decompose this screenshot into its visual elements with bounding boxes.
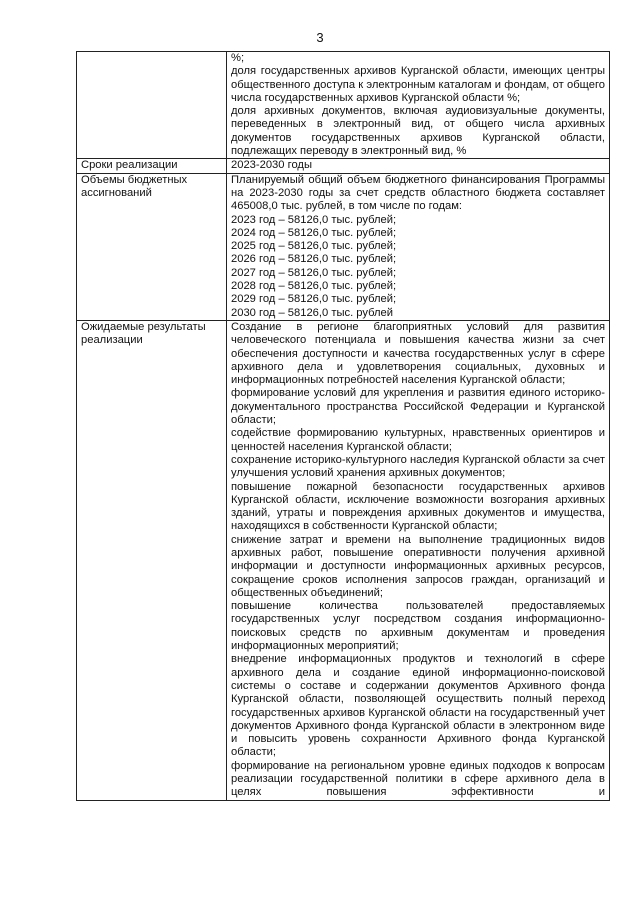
value-paragraph: повышение пожарной безопасности государственных архивов Курганской области, исключение возможности возгорания архивных зданий, утраты и повреждения архивных документов и имущества, находящихся в собственности Курганской области; <box>231 480 605 533</box>
row-value <box>227 159 610 173</box>
value-paragraph: сохранение историко-культурного наследия Курганской области за счет улучшения условий хранения архивных документов; <box>231 453 605 480</box>
value-paragraph: содействие формированию культурных, нравственных ориентиров и ценностей населения Курганской области; <box>231 427 605 453</box>
value-paragraph: 2030 год – 58126,0 тыс. рублей <box>231 306 394 319</box>
value-paragraph: Планируемый общий объем бюджетного финансирования Программы на 2023-2030 годы за счет средств областного бюджета составляет 465008,0 тыс. рублей, в том числе по годам: <box>231 173 605 213</box>
table-row-indicators <box>77 52 610 159</box>
value-paragraph: 2023 год – 58126,0 тыс. рублей; <box>231 213 397 226</box>
value-paragraph: 2026 год – 58126,0 тыс. рублей; <box>231 253 397 266</box>
page-number: 3 <box>316 30 324 45</box>
value-paragraph: внедрение информационных продуктов и технологий в сфере архивного дела и создание единой информационно-поисковой системы о составе и содержании документов Архивного фонда Курганской области, позволяющей осуществить полный переход государственных архивов Курганской области на государственный учет документов Архивного фонда Курганской области в электронном виде и повысить уровень сохранности Архивного фонда Курганской области; <box>231 653 605 759</box>
value-paragraph: доля государственных архивов Курганской области, имеющих центры общественного доступа к электронным каталогам и фондам, от общего числа государственных архивов Курганской области %; <box>231 65 605 104</box>
row-label <box>77 52 227 159</box>
row-label: Ожидаемые результаты реализации <box>77 320 227 800</box>
value-paragraph: снижение затрат и времени на выполнение традиционных видов архивных работ, повышение оперативности получения архивной информации и доступности информационных архивных ресурсов, сокращение сроков исполнения запросов граждан, организаций и общественных объединений; <box>231 533 605 599</box>
row-label: Сроки реализации <box>77 159 227 173</box>
value-paragraph: 2024 год – 58126,0 тыс. рублей; <box>231 226 397 239</box>
row-value <box>227 173 610 320</box>
row-value <box>227 52 610 159</box>
table-row-implementation-period <box>77 159 610 173</box>
value-paragraph: повышение количества пользователей предоставляемых государственных услуг посредством создания информационно-поисковых средств по архивным документам и проведения информационных мероприятий; <box>231 600 605 653</box>
row-value <box>227 320 610 800</box>
table-row-expected-results <box>77 320 610 800</box>
value-paragraph: 2029 год – 58126,0 тыс. рублей; <box>231 293 397 306</box>
value-paragraph: доля архивных документов, включая аудиовизуальные документы, переведенных в электронный вид, от общего числа архивных документов государственных архивов Курганской области, подлежащих переводу в электронный вид, % <box>231 105 605 158</box>
value-paragraph: 2028 год – 58126,0 тыс. рублей; <box>231 280 397 293</box>
value-paragraph: Создание в регионе благоприятных условий для развития человеческого потенциала и повышения качества жизни за счет обеспечения доступности и качества государственных услуг в сфере архивного дела и удовлетворения социальных, духовных и информационных потребностей населения Курганской области; <box>231 320 605 387</box>
value-paragraph: 2023-2030 годы <box>231 159 312 172</box>
table-row-budget <box>77 173 610 320</box>
program-passport-table <box>76 51 610 801</box>
row-label: Объемы бюджетных ассигнований <box>77 173 227 320</box>
value-paragraph: 2027 год – 58126,0 тыс. рублей; <box>231 266 397 279</box>
value-paragraph: формирование на региональном уровне единых подходов к вопросам реализации государственной политики в сфере архивного дела в целях повышения эффективности и <box>231 759 605 799</box>
value-paragraph: формирование условий для укрепления и развития единого историко-документального пространства Российской Федерации и Курганской области; <box>231 387 605 427</box>
value-paragraph: %; <box>231 52 245 64</box>
value-paragraph: 2025 год – 58126,0 тыс. рублей; <box>231 240 397 253</box>
